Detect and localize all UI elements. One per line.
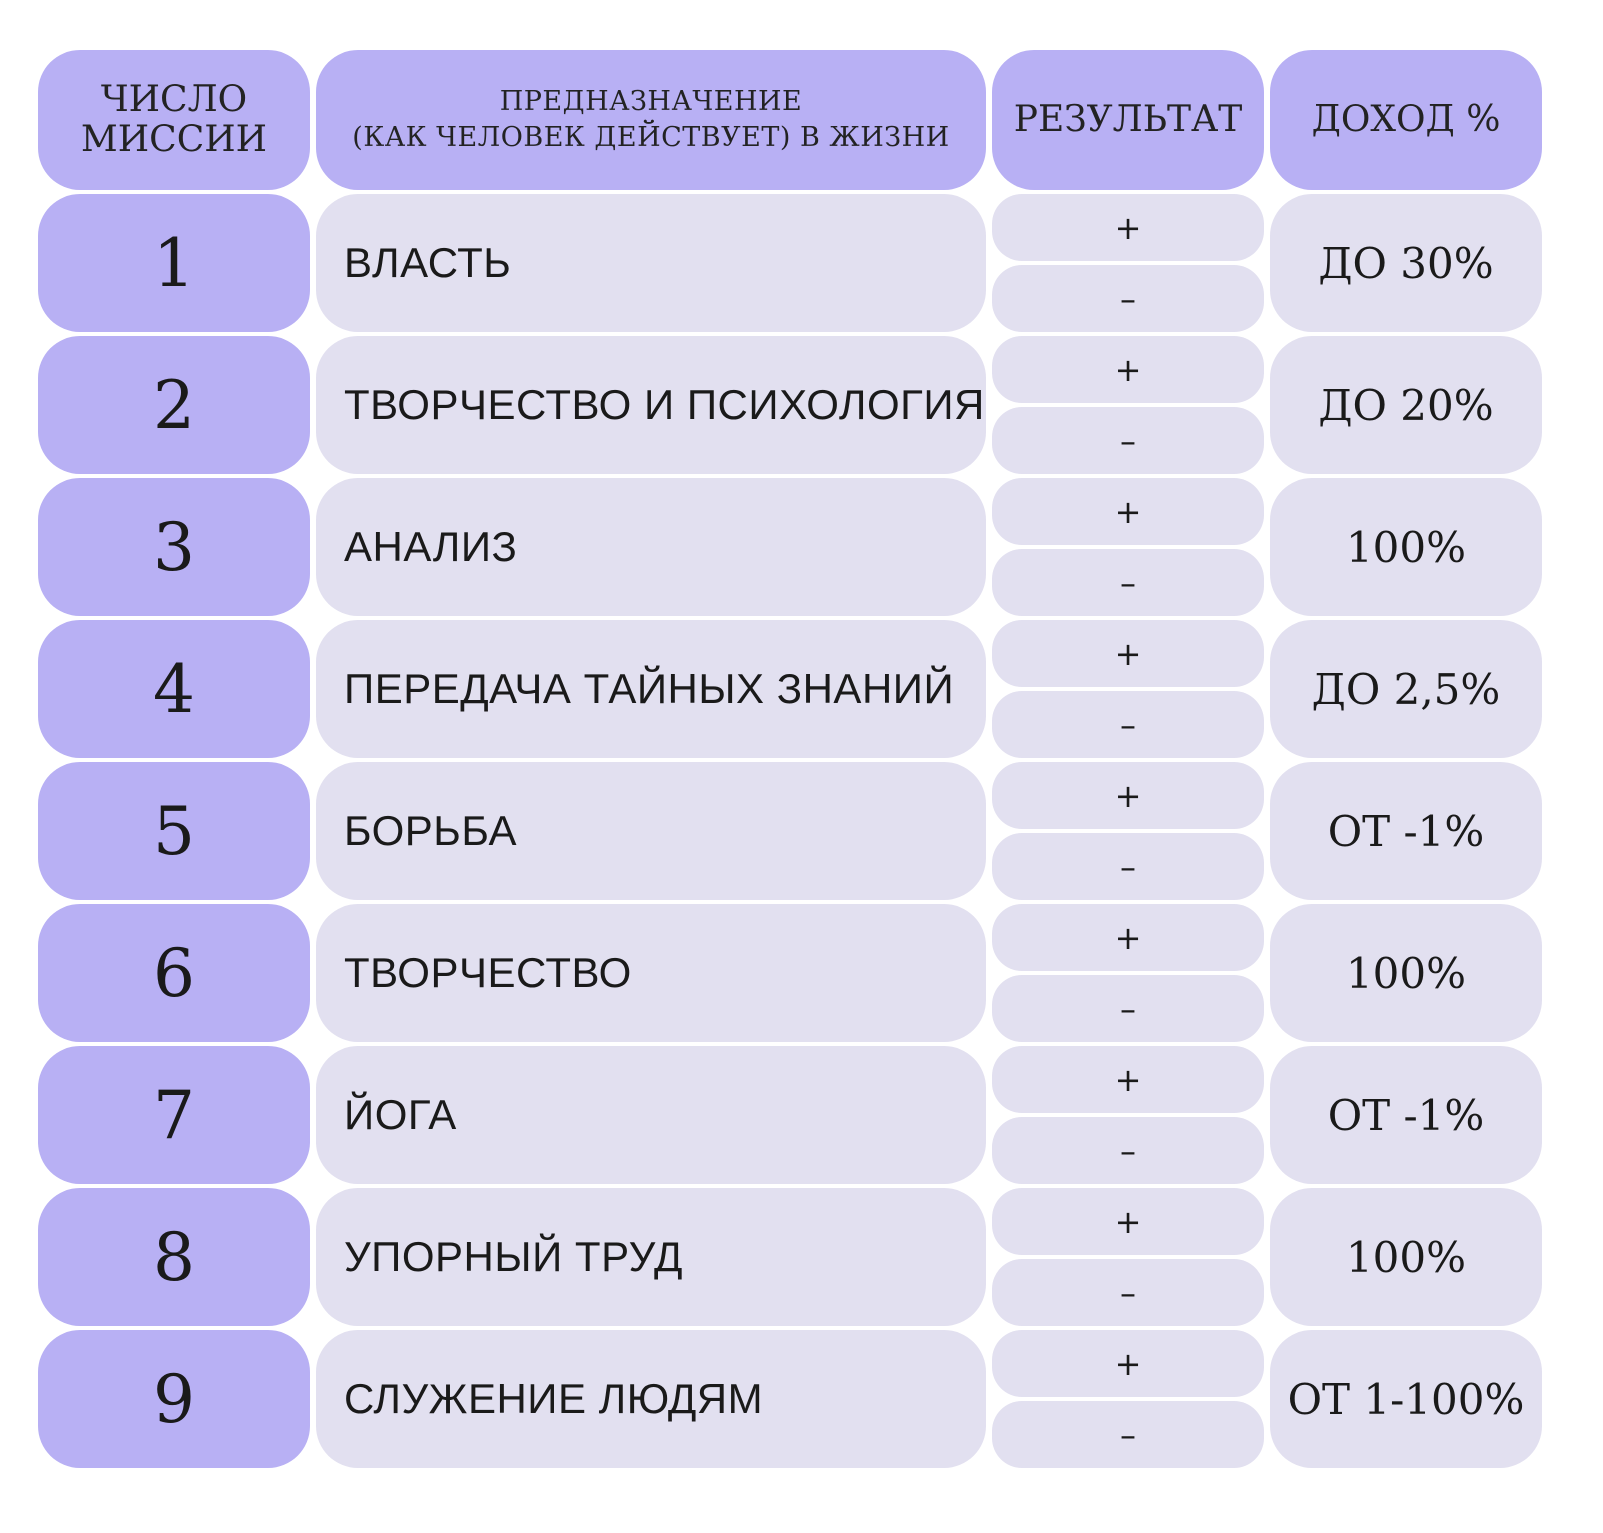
result-plus: + bbox=[992, 620, 1264, 687]
mission-number-cell: 6 bbox=[38, 904, 310, 1042]
income-cell: 100% bbox=[1270, 904, 1542, 1042]
purpose-cell: УПОРНЫЙ ТРУД bbox=[316, 1188, 986, 1326]
result-cell bbox=[992, 904, 1264, 1042]
result-plus: + bbox=[992, 478, 1264, 545]
mission-table bbox=[38, 50, 1570, 1468]
income-cell: ОТ 1-100% bbox=[1270, 1330, 1542, 1468]
result-plus: + bbox=[992, 1188, 1264, 1255]
result-cell bbox=[992, 194, 1264, 332]
mission-number-cell: 5 bbox=[38, 762, 310, 900]
result-minus: – bbox=[992, 691, 1264, 758]
mission-number-cell: 8 bbox=[38, 1188, 310, 1326]
header-purpose-line2: (КАК ЧЕЛОВЕК ДЕЙСТВУЕТ) В ЖИЗНИ bbox=[352, 122, 950, 153]
result-cell bbox=[992, 620, 1264, 758]
header-income bbox=[1270, 50, 1542, 190]
income-cell: ОТ -1% bbox=[1270, 1046, 1542, 1184]
income-cell: ДО 30% bbox=[1270, 194, 1542, 332]
result-minus: – bbox=[992, 1401, 1264, 1468]
purpose-cell: БОРЬБА bbox=[316, 762, 986, 900]
purpose-cell: ВЛАСТЬ bbox=[316, 194, 986, 332]
header-purpose bbox=[316, 50, 986, 190]
income-cell: 100% bbox=[1270, 1188, 1542, 1326]
result-cell bbox=[992, 1330, 1264, 1468]
result-plus: + bbox=[992, 1330, 1264, 1397]
mission-number-cell: 7 bbox=[38, 1046, 310, 1184]
purpose-cell: ПЕРЕДАЧА ТАЙНЫХ ЗНАНИЙ bbox=[316, 620, 986, 758]
header-number-line1: ЧИСЛО bbox=[100, 79, 248, 120]
purpose-cell: ЙОГА bbox=[316, 1046, 986, 1184]
header-mission-number bbox=[38, 50, 310, 190]
result-minus: – bbox=[992, 265, 1264, 332]
result-plus: + bbox=[992, 904, 1264, 971]
result-plus: + bbox=[992, 762, 1264, 829]
mission-number-cell: 1 bbox=[38, 194, 310, 332]
income-cell: ДО 2,5% bbox=[1270, 620, 1542, 758]
result-plus: + bbox=[992, 1046, 1264, 1113]
result-minus: – bbox=[992, 1259, 1264, 1326]
header-income-label: ДОХОД % bbox=[1311, 99, 1501, 140]
purpose-cell: АНАЛИЗ bbox=[316, 478, 986, 616]
result-plus: + bbox=[992, 194, 1264, 261]
header-result bbox=[992, 50, 1264, 190]
purpose-cell: ТВОРЧЕСТВО И ПСИХОЛОГИЯ bbox=[316, 336, 986, 474]
mission-number-cell: 9 bbox=[38, 1330, 310, 1468]
result-cell bbox=[992, 1188, 1264, 1326]
purpose-cell: СЛУЖЕНИЕ ЛЮДЯМ bbox=[316, 1330, 986, 1468]
header-result-label: РЕЗУЛЬТАТ bbox=[1013, 99, 1243, 140]
income-cell: ДО 20% bbox=[1270, 336, 1542, 474]
mission-number-cell: 4 bbox=[38, 620, 310, 758]
result-cell bbox=[992, 478, 1264, 616]
result-cell bbox=[992, 762, 1264, 900]
result-minus: – bbox=[992, 407, 1264, 474]
result-minus: – bbox=[992, 549, 1264, 616]
result-cell bbox=[992, 1046, 1264, 1184]
result-minus: – bbox=[992, 975, 1264, 1042]
header-purpose-line1: ПРЕДНАЗНАЧЕНИЕ bbox=[499, 86, 803, 117]
result-plus: + bbox=[992, 336, 1264, 403]
result-minus: – bbox=[992, 833, 1264, 900]
result-cell bbox=[992, 336, 1264, 474]
income-cell: 100% bbox=[1270, 478, 1542, 616]
header-number-line2: МИССИИ bbox=[80, 119, 268, 160]
mission-number-cell: 2 bbox=[38, 336, 310, 474]
result-minus: – bbox=[992, 1117, 1264, 1184]
purpose-cell: ТВОРЧЕСТВО bbox=[316, 904, 986, 1042]
income-cell: ОТ -1% bbox=[1270, 762, 1542, 900]
mission-number-cell: 3 bbox=[38, 478, 310, 616]
